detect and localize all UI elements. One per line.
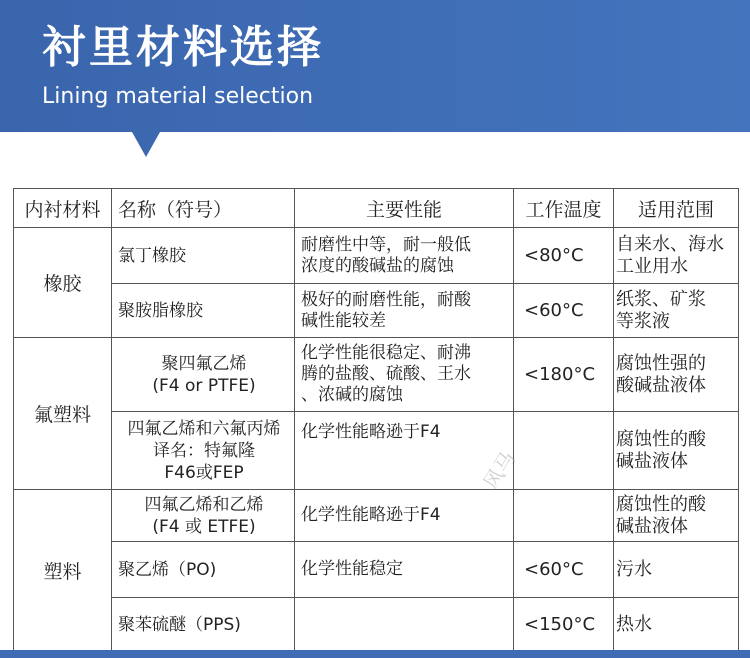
table-row — [14, 284, 739, 338]
header-working-temperature: 工作温度 — [514, 189, 614, 228]
header-application-range: 适用范围 — [614, 189, 739, 228]
property-cell — [295, 490, 514, 542]
lining-material-table — [13, 188, 739, 652]
temperature-cell — [514, 490, 614, 542]
application-line: 自来水、海水 — [616, 233, 724, 255]
temperature-cell: <180°C — [514, 338, 614, 412]
category-cell: 氟塑料 — [14, 338, 112, 490]
application-cell — [614, 490, 739, 542]
application-line: 污水 — [616, 558, 652, 580]
property-line: 化学性能略逊于F4 — [301, 505, 441, 525]
name-cell — [112, 412, 295, 490]
page-subtitle: Lining material selection — [42, 84, 314, 109]
name-cell — [112, 542, 295, 598]
application-line: 酸碱盐液体 — [616, 374, 706, 396]
application-line: 碱盐液体 — [616, 515, 688, 537]
temperature-cell: <60°C — [514, 542, 614, 598]
property-line: 耐磨性中等，耐一般低 — [301, 234, 471, 255]
name-cell — [112, 598, 295, 652]
table-row — [14, 542, 739, 598]
property-line: 浓度的酸碱盐的腐蚀 — [301, 255, 454, 276]
application-cell — [614, 228, 739, 284]
name-line: (F4 or PTFE) — [152, 375, 256, 396]
application-line: 纸浆、矿浆 — [616, 288, 706, 310]
application-cell — [614, 598, 739, 652]
temperature-cell — [514, 412, 614, 490]
table-row — [14, 338, 739, 412]
property-cell — [295, 598, 514, 652]
header-banner — [0, 0, 750, 157]
application-line: 热水 — [616, 613, 652, 635]
name-line: 译名：特氟隆 — [153, 440, 255, 461]
name-cell — [112, 284, 295, 338]
temperature-cell: <60°C — [514, 284, 614, 338]
application-cell — [614, 284, 739, 338]
bottom-bar — [0, 650, 750, 658]
name-line: 聚乙烯（PO) — [118, 559, 217, 580]
header-lining-material: 内衬材料 — [14, 189, 112, 228]
property-cell — [295, 338, 514, 412]
table-row — [14, 490, 739, 542]
temperature-cell: <80°C — [514, 228, 614, 284]
name-line: 聚四氟乙烯 — [161, 353, 247, 374]
application-line: 等浆液 — [616, 310, 670, 332]
application-cell — [614, 338, 739, 412]
property-line: 化学性能略逊于F4 — [301, 422, 441, 442]
name-cell — [112, 228, 295, 284]
property-cell — [295, 284, 514, 338]
application-line: 工业用水 — [616, 255, 688, 277]
property-line: 腾的盐酸、硫酸、王水 — [301, 364, 471, 384]
name-line: (F4 或 ETFE) — [152, 516, 256, 537]
property-line: 、浓碱的腐蚀 — [301, 385, 403, 405]
table-row — [14, 228, 739, 284]
application-line: 腐蚀性的酸 — [616, 493, 706, 515]
name-line: 聚苯硫醚（PPS) — [118, 614, 241, 635]
watermark: 风马 — [478, 446, 521, 494]
table-row — [14, 412, 739, 490]
name-line: F46或FEP — [164, 462, 244, 483]
name-line: 聚胺脂橡胶 — [118, 300, 203, 321]
header-main-properties: 主要性能 — [295, 189, 514, 228]
property-line: 化学性能很稳定、耐沸 — [301, 343, 471, 363]
application-line: 腐蚀性的酸 — [616, 428, 706, 450]
property-line: 极好的耐磨性能，耐酸 — [301, 289, 471, 310]
application-cell — [614, 412, 739, 490]
application-line: 腐蚀性强的 — [616, 352, 706, 374]
temperature-cell: <150°C — [514, 598, 614, 652]
name-cell — [112, 338, 295, 412]
category-cell: 橡胶 — [14, 228, 112, 338]
application-line: 碱盐液体 — [616, 450, 688, 472]
property-line: 碱性能较差 — [301, 310, 386, 331]
table-row — [14, 598, 739, 652]
property-cell — [295, 542, 514, 598]
name-line: 四氟乙烯和乙烯 — [144, 494, 264, 515]
property-line: 化学性能稳定 — [301, 559, 403, 579]
application-cell — [614, 542, 739, 598]
category-cell: 塑料 — [14, 490, 112, 652]
table-header-row — [14, 189, 739, 228]
name-line: 四氟乙烯和六氟丙烯 — [127, 418, 281, 439]
name-line: 氯丁橡胶 — [118, 245, 186, 266]
property-cell — [295, 228, 514, 284]
name-cell — [112, 490, 295, 542]
header-name-symbol: 名称（符号） — [112, 189, 295, 228]
page-title: 衬里材料选择 — [42, 22, 324, 73]
